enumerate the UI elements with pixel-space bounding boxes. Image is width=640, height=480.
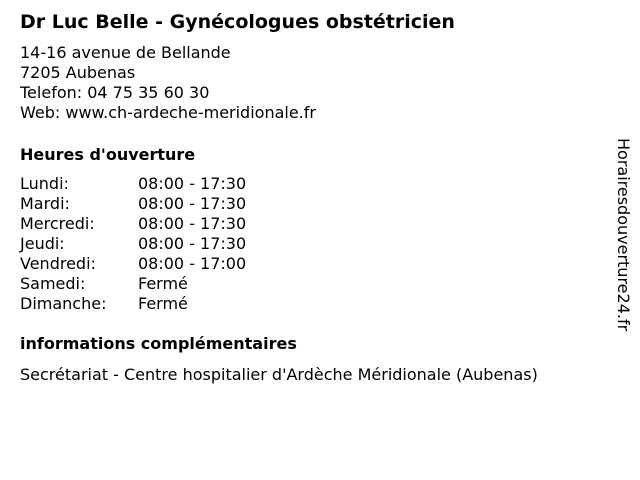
day-label: Vendredi:: [20, 254, 96, 273]
hours-row-tuesday: [20, 194, 246, 214]
additional-info-text: Secrétariat - Centre hospitalier d'Ardèche Méridionale (Aubenas): [20, 365, 538, 384]
opening-hours-heading: Heures d'ouverture: [20, 145, 196, 164]
time-value: 08:00 - 17:30: [138, 194, 247, 213]
page-title: Dr Luc Belle - Gynécologues obstétricien: [20, 11, 455, 33]
city: 7205 Aubenas: [20, 63, 136, 82]
hours-row-saturday: [20, 274, 246, 294]
opening-hours-table: [20, 174, 246, 314]
time-value: Fermé: [138, 294, 188, 313]
time-value: 08:00 - 17:30: [138, 174, 247, 193]
day-label: Mercredi:: [20, 214, 95, 233]
hours-row-monday: [20, 174, 246, 194]
additional-info-heading: informations complémentaires: [20, 334, 297, 353]
day-label: Dimanche:: [20, 294, 107, 313]
hours-row-friday: [20, 254, 246, 274]
watermark: Horairesdouverture24.fr: [614, 138, 633, 332]
hours-row-sunday: [20, 294, 246, 314]
time-value: 08:00 - 17:30: [138, 234, 247, 253]
time-value: 08:00 - 17:30: [138, 214, 247, 233]
day-label: Jeudi:: [20, 234, 65, 253]
day-label: Lundi:: [20, 174, 69, 193]
phone-number: Telefon: 04 75 35 60 30: [20, 83, 210, 102]
address-block: [20, 43, 316, 123]
street-address: 14-16 avenue de Bellande: [20, 43, 231, 62]
day-label: Samedi:: [20, 274, 86, 293]
time-value: Fermé: [138, 274, 188, 293]
hours-row-wednesday: [20, 214, 246, 234]
day-label: Mardi:: [20, 194, 70, 213]
hours-row-thursday: [20, 234, 246, 254]
website: Web: www.ch-ardeche-meridionale.fr: [20, 103, 316, 122]
time-value: 08:00 - 17:00: [138, 254, 247, 273]
